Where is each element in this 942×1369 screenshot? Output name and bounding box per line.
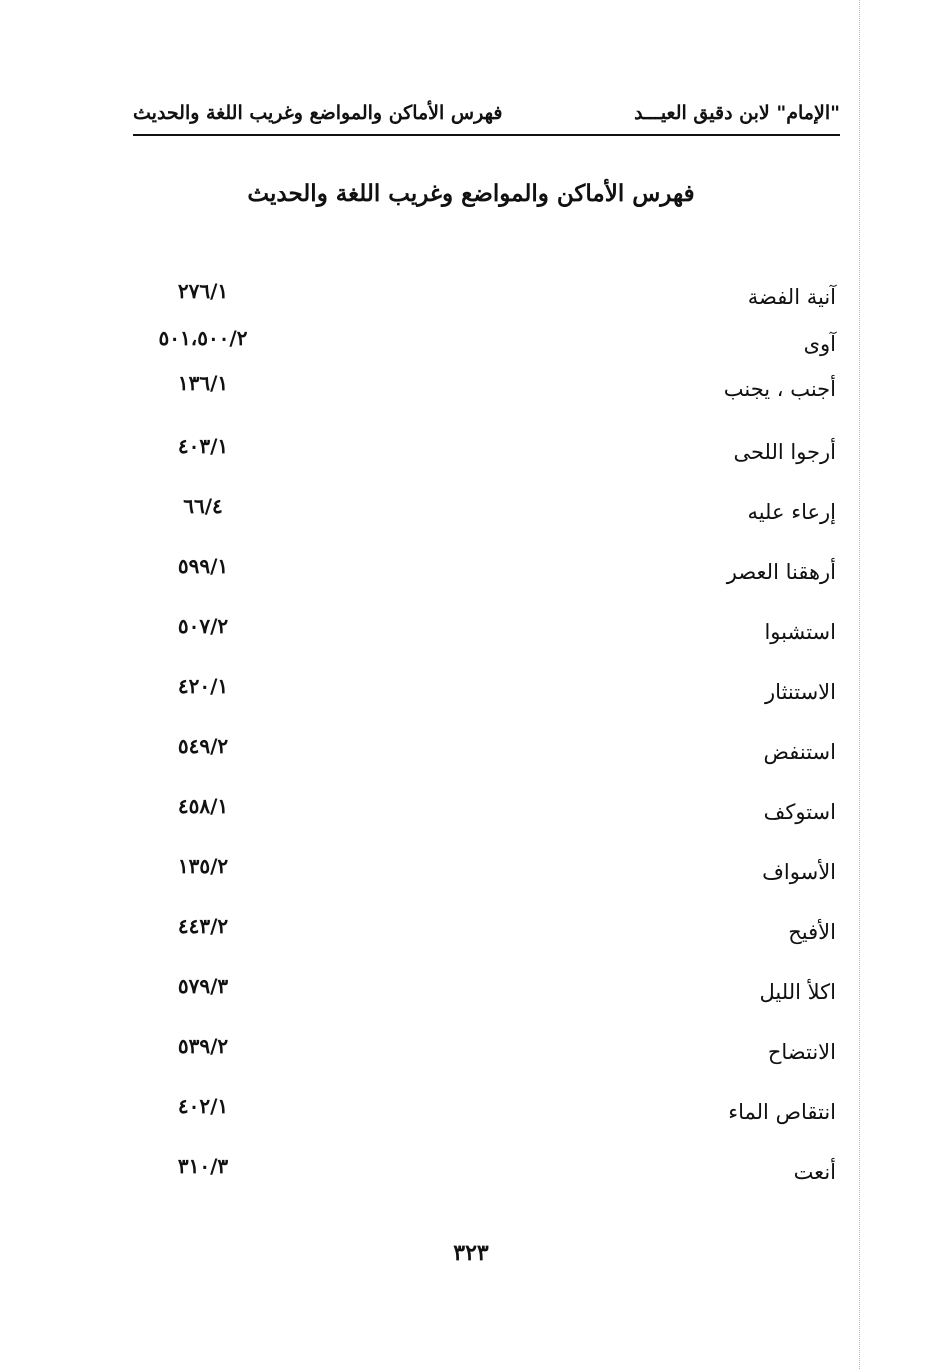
entry-reference: ٥٣٩/٢ [177,1034,229,1058]
entry-term: الاستنثار [765,680,836,704]
index-title: فهرس الأماكن والمواضع وغريب اللغة والحديث [247,180,695,207]
index-entry [140,614,840,656]
index-entry [140,434,840,476]
entry-term: إرعاء عليه [747,500,836,524]
index-entry [140,794,840,836]
index-entry [140,854,840,896]
entry-reference: ٥٠١،٥٠٠/٢ [158,326,248,350]
index-entry [140,494,840,536]
entry-term: استنفض [763,740,836,764]
entry-term: الانتضاح [767,1040,836,1064]
index-entry [140,371,840,413]
header-section-title: فهرس الأماكن والمواضع وغريب اللغة والحديث [133,102,503,124]
entry-reference: ٤٥٨/١ [177,794,229,818]
index-entry [140,734,840,776]
entry-term: أنعت [793,1160,836,1184]
header-book-title: "الإمام" لابن دقيق العيـــد [634,102,840,124]
entry-term: الأفيح [788,920,836,944]
index-entry [140,974,840,1016]
index-entry [140,279,840,321]
entry-term: أرهقنا العصر [726,560,836,584]
entry-term: أرجوا اللحى [733,440,836,464]
index-entry [140,554,840,596]
entry-reference: ٤٠٣/١ [177,434,229,458]
index-entry [140,674,840,716]
index-entry [140,1034,840,1076]
entry-term: الأسواف [762,860,836,884]
entry-reference: ٥٧٩/٣ [177,974,229,998]
entry-reference: ٤٠٢/١ [177,1094,229,1118]
entry-term: انتقاص الماء [728,1100,836,1124]
entry-reference: ٢٧٦/١ [177,279,229,303]
entry-term: أجنب ، يجنب [723,377,836,401]
index-entry [140,914,840,956]
entry-reference: ٥٠٧/٢ [177,614,229,638]
running-header [133,94,840,136]
page-number: ٣٢٣ [453,1240,489,1266]
entry-reference: ٤٤٣/٢ [177,914,229,938]
index-entry [140,1094,840,1136]
entry-term: آنية الفضة [747,285,836,309]
entry-reference: ٥٩٩/١ [177,554,229,578]
entry-term: استوكف [763,800,836,824]
entry-term: آوى [803,332,836,356]
entry-reference: ١٣٦/١ [177,371,229,395]
entry-reference: ٥٤٩/٢ [177,734,229,758]
entry-reference: ٦٦/٤ [183,494,223,518]
entry-reference: ٣١٠/٣ [177,1154,229,1178]
entry-term: استشبوا [764,620,836,644]
entry-reference: ١٣٥/٢ [177,854,229,878]
entry-term: اكلأ الليل [759,980,836,1004]
index-entry [140,1154,840,1196]
entry-reference: ٤٢٠/١ [177,674,229,698]
index-entry [140,326,840,368]
